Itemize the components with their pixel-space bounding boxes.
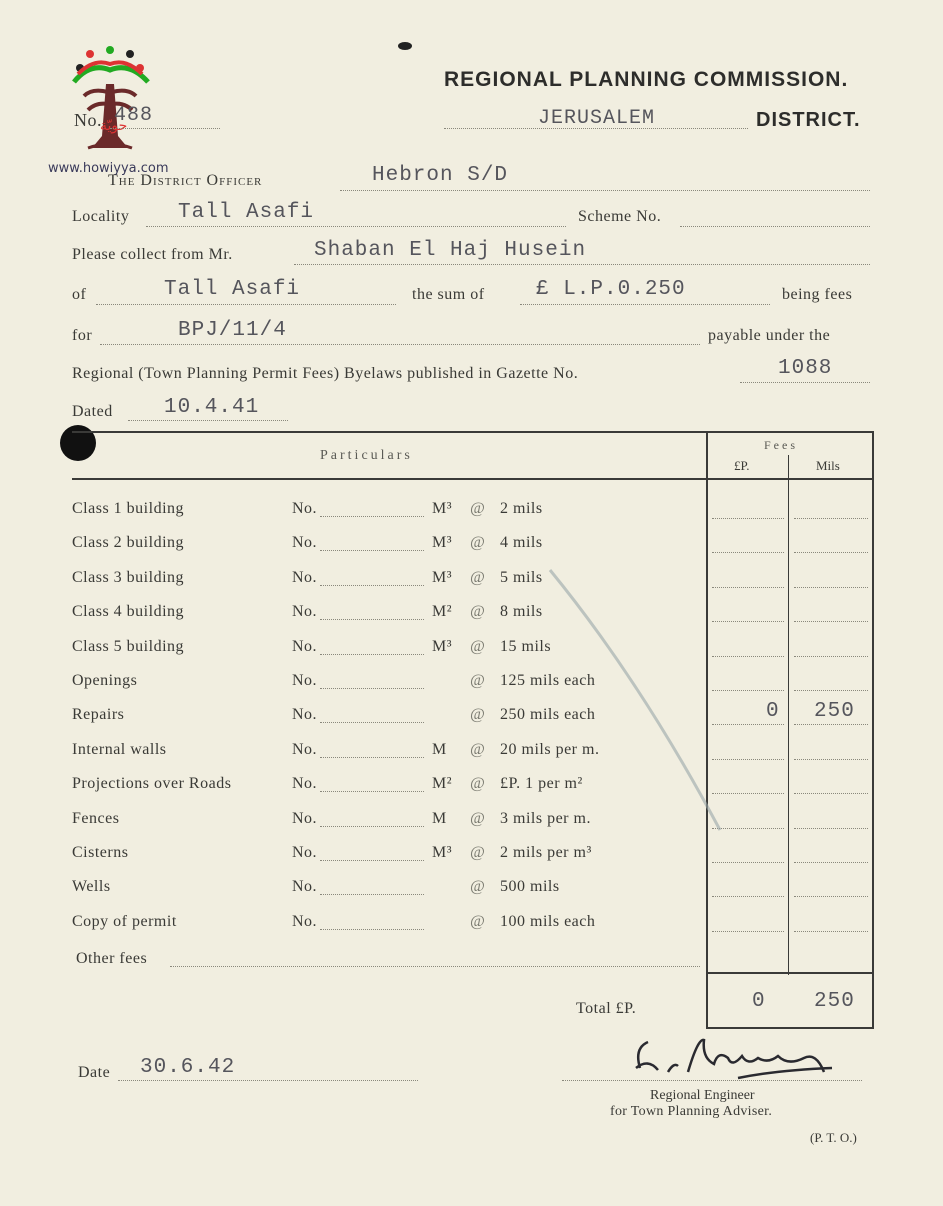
- fee-row-rate: 15 mils: [500, 638, 552, 655]
- ink-blot: [398, 42, 412, 50]
- fee-row-no: No.: [292, 706, 318, 723]
- date-value: 30.6.42: [140, 1056, 236, 1079]
- particulars-header: Particulars: [320, 448, 413, 463]
- pto-label: (P. T. O.): [810, 1130, 857, 1145]
- gazette-value: 1088: [778, 357, 833, 380]
- fee-row-at: @: [470, 844, 486, 861]
- fee-row-no: No.: [292, 810, 318, 827]
- people-figures-icon: [74, 46, 148, 82]
- total-lp: 0: [752, 990, 766, 1013]
- fee-row-no: No.: [292, 603, 318, 620]
- fee-row-name: Fences: [72, 810, 120, 827]
- fee-row-no: No.: [292, 534, 318, 551]
- locality-value: Tall Asafi: [178, 201, 315, 224]
- fee-row-name: Wells: [72, 878, 111, 895]
- fee-row-name: Class 4 building: [72, 603, 185, 620]
- fee-row-rate: 5 mils: [500, 569, 543, 586]
- mils-header: Mils: [816, 458, 840, 473]
- fee-row-at: @: [470, 810, 486, 827]
- fee-row-unit: M³: [432, 638, 453, 655]
- fee-row-no: No.: [292, 878, 318, 895]
- dated-label: Dated: [72, 403, 113, 420]
- fee-row-no: No.: [292, 672, 318, 689]
- watermark-logo: [62, 44, 158, 162]
- officer-value: Hebron S/D: [372, 164, 509, 187]
- fee-row-rate: 3 mils per m.: [500, 810, 591, 827]
- fee-row-name: Projections over Roads: [72, 775, 232, 792]
- locality-label: Locality: [72, 208, 130, 225]
- fee-row-rate: 250 mils each: [500, 706, 596, 723]
- collect-value: Shaban El Haj Husein: [314, 239, 587, 262]
- watermark-site: www.howiyya.com: [48, 161, 169, 176]
- fee-row-name: Copy of permit: [72, 913, 177, 930]
- fee-row-unit: M: [432, 741, 447, 758]
- fee-row-rate: 2 mils per m³: [500, 844, 592, 861]
- fee-row-no: No.: [292, 500, 318, 517]
- of-label: of: [72, 286, 87, 303]
- fee-row-name: Class 2 building: [72, 534, 185, 551]
- fee-row-at: @: [470, 638, 486, 655]
- fee-row-lp: 0: [766, 700, 780, 723]
- sign-line1: Regional Engineer: [650, 1088, 755, 1103]
- fee-row-rate: 100 mils each: [500, 913, 596, 930]
- fee-row-rate: 125 mils each: [500, 672, 596, 689]
- sum-value: £ L.P.0.250: [536, 278, 686, 301]
- scheme-label: Scheme No.: [578, 208, 662, 225]
- fee-row-no: No.: [292, 775, 318, 792]
- lp-header: £P.: [734, 458, 750, 473]
- fee-row-rate: 500 mils: [500, 878, 560, 895]
- fee-row-no: No.: [292, 638, 318, 655]
- other-fees-label: Other fees: [76, 950, 148, 967]
- fee-row-unit: M³: [432, 844, 453, 861]
- fee-row-no: No.: [292, 844, 318, 861]
- fee-row-at: @: [470, 913, 486, 930]
- officer-label: The District Officer: [108, 172, 263, 189]
- fee-row-rate: £P. 1 per m²: [500, 775, 583, 792]
- fee-row-unit: M: [432, 810, 447, 827]
- form-number: 488: [114, 104, 154, 127]
- fee-row-no: No.: [292, 741, 318, 758]
- fee-row-rate: 4 mils: [500, 534, 543, 551]
- fee-row-name: Openings: [72, 672, 138, 689]
- fee-row-name: Class 1 building: [72, 500, 185, 517]
- dated-value: 10.4.41: [164, 396, 260, 419]
- fee-row-name: Repairs: [72, 706, 125, 723]
- fee-row-at: @: [470, 534, 486, 551]
- fees-header: Fees: [764, 438, 798, 452]
- fee-row-at: @: [470, 500, 486, 517]
- fee-row-no: No.: [292, 569, 318, 586]
- of-value: Tall Asafi: [164, 278, 301, 301]
- fee-row-at: @: [470, 741, 486, 758]
- fee-row-at: @: [470, 672, 486, 689]
- being-fees-label: being fees: [782, 286, 853, 303]
- sign-line2: for Town Planning Adviser.: [610, 1104, 773, 1119]
- fee-row-at: @: [470, 878, 486, 895]
- fee-row-at: @: [470, 569, 486, 586]
- watermark-logo-text: حويّة: [100, 118, 128, 134]
- total-mils: 250: [814, 990, 855, 1013]
- fee-row-mils: 250: [814, 700, 855, 723]
- commission-title: REGIONAL PLANNING COMMISSION.: [444, 68, 849, 91]
- fee-row-name: Class 5 building: [72, 638, 185, 655]
- fee-row-unit: M³: [432, 500, 453, 517]
- fee-row-unit: M²: [432, 775, 453, 792]
- date-label: Date: [78, 1064, 111, 1081]
- for-label: for: [72, 327, 93, 344]
- collect-label: Please collect from Mr.: [72, 246, 233, 263]
- fee-row-at: @: [470, 775, 486, 792]
- fee-row-rate: 2 mils: [500, 500, 543, 517]
- fee-row-at: @: [470, 603, 486, 620]
- fee-row-at: @: [470, 706, 486, 723]
- fee-row-rate: 20 mils per m.: [500, 741, 600, 758]
- district-value: JERUSALEM: [538, 107, 656, 130]
- number-label: No.: [74, 110, 102, 130]
- payable-label: payable under the: [708, 327, 831, 344]
- sum-label: the sum of: [412, 286, 485, 303]
- fee-row-name: Cisterns: [72, 844, 129, 861]
- pencil-stroke: [540, 560, 740, 840]
- for-value: BPJ/11/4: [178, 319, 287, 342]
- fee-row-name: Internal walls: [72, 741, 167, 758]
- fee-row-unit: M³: [432, 534, 453, 551]
- total-label: Total £P.: [576, 1000, 637, 1017]
- byelaws-text: Regional (Town Planning Permit Fees) Byelaws published in Gazette No.: [72, 365, 579, 382]
- fee-row-no: No.: [292, 913, 318, 930]
- fee-row-unit: M²: [432, 603, 453, 620]
- district-label: DISTRICT.: [756, 109, 861, 131]
- fee-row-name: Class 3 building: [72, 569, 185, 586]
- fee-row-rate: 8 mils: [500, 603, 543, 620]
- signature-scrawl: [628, 1028, 848, 1092]
- fee-row-unit: M³: [432, 569, 453, 586]
